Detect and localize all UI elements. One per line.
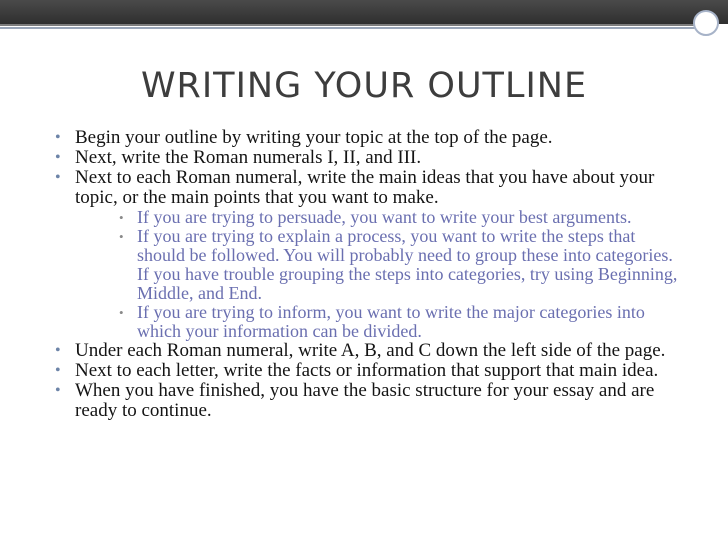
bullet-icon: •	[55, 362, 61, 379]
sub-bullet-item	[119, 303, 685, 341]
bullet-text: Under each Roman numeral, write A, B, and C down the left side of the page.	[75, 340, 666, 361]
bullet-text: Begin your outline by writing your topic at the top of the page.	[75, 127, 553, 148]
bullet-item	[55, 148, 685, 168]
bullet-text: Next, write the Roman numerals I, II, and III.	[75, 147, 422, 168]
top-rule-accent	[0, 27, 716, 29]
sub-bullet-text: If you are trying to persuade, you want to write your best arguments.	[137, 207, 632, 227]
sub-bullet-list	[75, 208, 685, 341]
bullet-item	[55, 361, 685, 381]
bullet-icon: •	[55, 342, 61, 359]
bullet-item	[55, 341, 685, 361]
top-rule	[0, 24, 716, 26]
bullet-text: When you have finished, you have the basic structure for your essay and are ready to continue.	[75, 380, 655, 421]
top-bar	[0, 0, 728, 24]
bullet-icon: •	[55, 149, 61, 166]
slide-content	[55, 128, 685, 421]
sub-bullet-item	[119, 227, 685, 303]
bullet-icon: •	[55, 382, 61, 399]
sub-bullet-item	[119, 208, 685, 227]
sub-bullet-icon: •	[119, 210, 124, 225]
bullet-item	[55, 128, 685, 148]
corner-circle-ornament	[693, 10, 719, 36]
bullet-text: Next to each Roman numeral, write the main ideas that you have about your topic, or the main points that you want to make.	[75, 167, 655, 208]
sub-bullet-icon: •	[119, 305, 124, 320]
bullet-icon: •	[55, 169, 61, 186]
bullet-text: Next to each letter, write the facts or information that support that main idea.	[75, 360, 659, 381]
slide-title: WRITING YOUR OUTLINE	[140, 66, 588, 106]
sub-bullet-icon: •	[119, 229, 124, 244]
bullet-item	[55, 168, 685, 341]
sub-bullet-text: If you are trying to inform, you want to write the major categories into which your information can be divided.	[137, 302, 645, 341]
bullet-icon: •	[55, 129, 61, 146]
sub-bullet-text: If you are trying to explain a process, you want to write the steps that should be followed. You will probably need to group these into categories. If you have trouble grouping the steps into categories, try using Beginning, Middle, and End.	[137, 226, 678, 303]
bullet-list	[55, 128, 685, 421]
bullet-item	[55, 381, 685, 421]
